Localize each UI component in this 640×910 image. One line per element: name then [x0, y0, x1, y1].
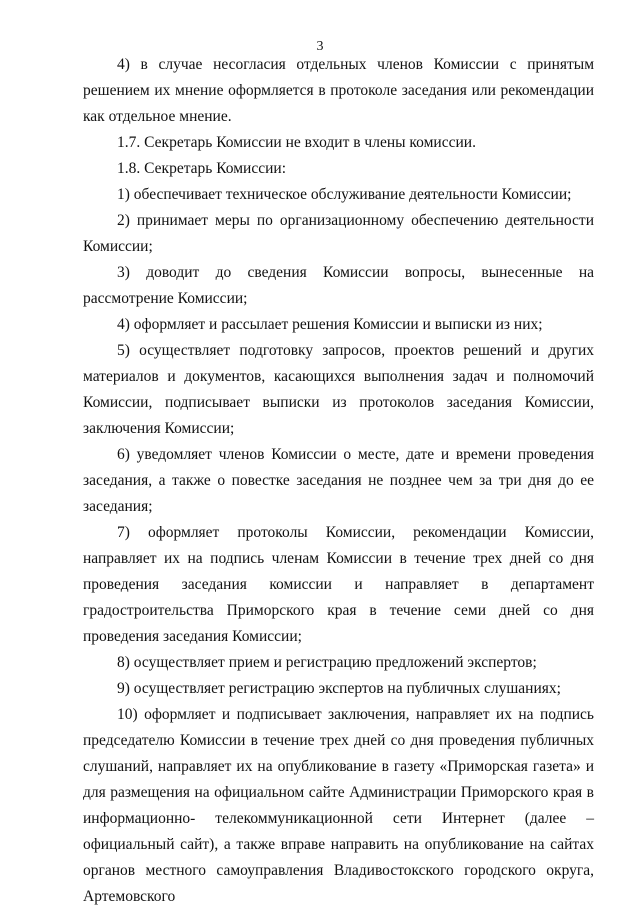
- secretary-duty-3: 3) доводит до сведения Комиссии вопросы, вынесенные на рассмотрение Комиссии;: [83, 264, 594, 307]
- secretary-duty-2: 2) принимает меры по организационному обеспечению деятельности Комиссии;: [83, 212, 594, 255]
- secretary-duty-10: 10) оформляет и подписывает заключения, направляет их на подпись председателю Комиссии в течение трех дней со дня проведения публичных слушаний, направляет их на опубликование в газету «Приморская газета» и для размещения на официальном сайте Администрации Приморского края в информационно- телекоммуникационной сети Интернет (далее – официальный сайт), а также вправе направить на опубликование на сайтах органов местного самоуправления Владивостокского городского округа, Артемовского: [83, 706, 594, 905]
- page-number: 3: [316, 39, 324, 54]
- secretary-duty-9: 9) осуществляет регистрацию экспертов на публичных слушаниях;: [117, 680, 561, 697]
- secretary-duty-4: 4) оформляет и рассылает решения Комиссии и выписки из них;: [117, 316, 543, 333]
- document-body: [83, 52, 594, 910]
- paragraph-item-4-dissent: 4) в случае несогласия отдельных членов Комиссии с принятым решением их мнение оформляется в протоколе заседания или рекомендации как отдельное мнение.: [83, 56, 594, 125]
- secretary-duty-6: 6) уведомляет членов Комиссии о месте, дате и времени проведения заседания, а также о повестке заседания не позднее чем за три дня до ее заседания;: [83, 446, 594, 515]
- secretary-duty-5: 5) осуществляет подготовку запросов, проектов решений и других материалов и документов, касающихся выполнения задач и полномочий Комиссии, подписывает выписки из протоколов заседания Комиссии, заключения Комиссии;: [83, 342, 594, 437]
- secretary-duty-7: 7) оформляет протоколы Комиссии, рекомендации Комиссии, направляет их на подпись членам Комиссии в течение трех дней со дня проведения заседания комиссии и направляет в департамент градостроительства Приморского края в течение семи дней со дня проведения заседания Комиссии;: [83, 524, 594, 645]
- paragraph-1-8-heading: 1.8. Секретарь Комиссии:: [117, 160, 287, 177]
- secretary-duty-1: 1) обеспечивает техническое обслуживание деятельности Комиссии;: [117, 186, 572, 203]
- paragraph-1-7: 1.7. Секретарь Комиссии не входит в члены комиссии.: [117, 134, 476, 151]
- secretary-duty-8: 8) осуществляет прием и регистрацию предложений экспертов;: [117, 654, 537, 671]
